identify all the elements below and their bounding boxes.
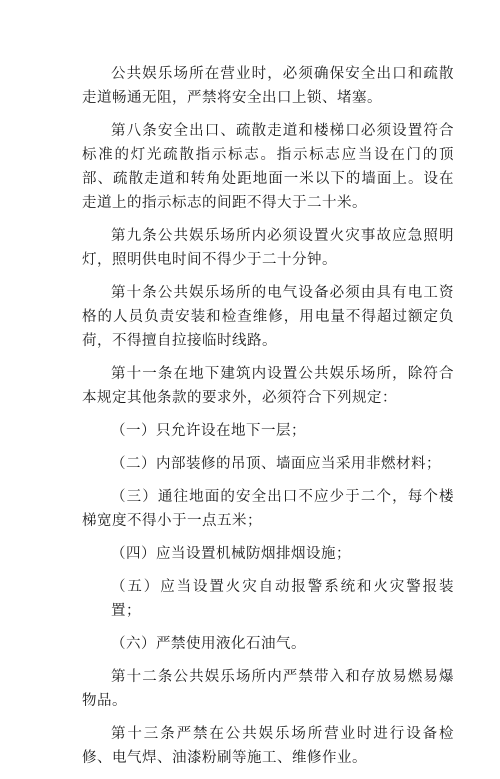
paragraph-article-11: 第十一条在地下建筑内设置公共娱乐场所，除符合本规定其他条款的要求外，必须符合下列规定： bbox=[82, 366, 454, 406]
list-item-2: （二）内部装修的吊顶、墙面应当采用非燃材料； bbox=[111, 456, 441, 472]
list-item-1: （一）只允许设在地下一层； bbox=[111, 423, 306, 439]
paragraph-article-10: 第十条公共娱乐场所的电气设备必须由具有电工资格的人员负责安装和检查维修，用电量不得超过额定负荷，不得擅自拉接临时线路。 bbox=[82, 285, 454, 349]
list-item-4: （四）应当设置机械防烟排烟设施； bbox=[111, 546, 351, 562]
paragraph-article-8: 第八条安全出口、疏散走道和楼梯口必须设置符合标准的灯光疏散指示标志。指示标志应当设在门的顶部、疏散走道和转角处距地面一米以下的墙面上。设在走道上的指示标志的间距不得大于二十米。 bbox=[82, 123, 454, 211]
list-item-3: （三）通往地面的安全出口不应少于二个，每个楼梯宽度不得小于一点五米； bbox=[82, 489, 454, 529]
document-body bbox=[82, 62, 454, 779]
list-item-5: （五）应当设置火灾自动报警系统和火灾警报装置； bbox=[111, 579, 454, 619]
paragraph-article-13: 第十三条严禁在公共娱乐场所营业时进行设备检修、电气焊、油漆粉刷等施工、维修作业。 bbox=[82, 726, 454, 766]
list-item-6: （六）严禁使用液化石油气。 bbox=[111, 636, 306, 652]
paragraph-article-12: 第十二条公共娱乐场所内严禁带入和存放易燃易爆物品。 bbox=[82, 669, 454, 709]
paragraph-exit-requirements: 公共娱乐场所在营业时，必须确保安全出口和疏散走道畅通无阻，严禁将安全出口上锁、堵塞。 bbox=[82, 66, 454, 106]
paragraph-article-9: 第九条公共娱乐场所内必须设置火灾事故应急照明灯，照明供电时间不得少于二十分钟。 bbox=[82, 228, 454, 268]
